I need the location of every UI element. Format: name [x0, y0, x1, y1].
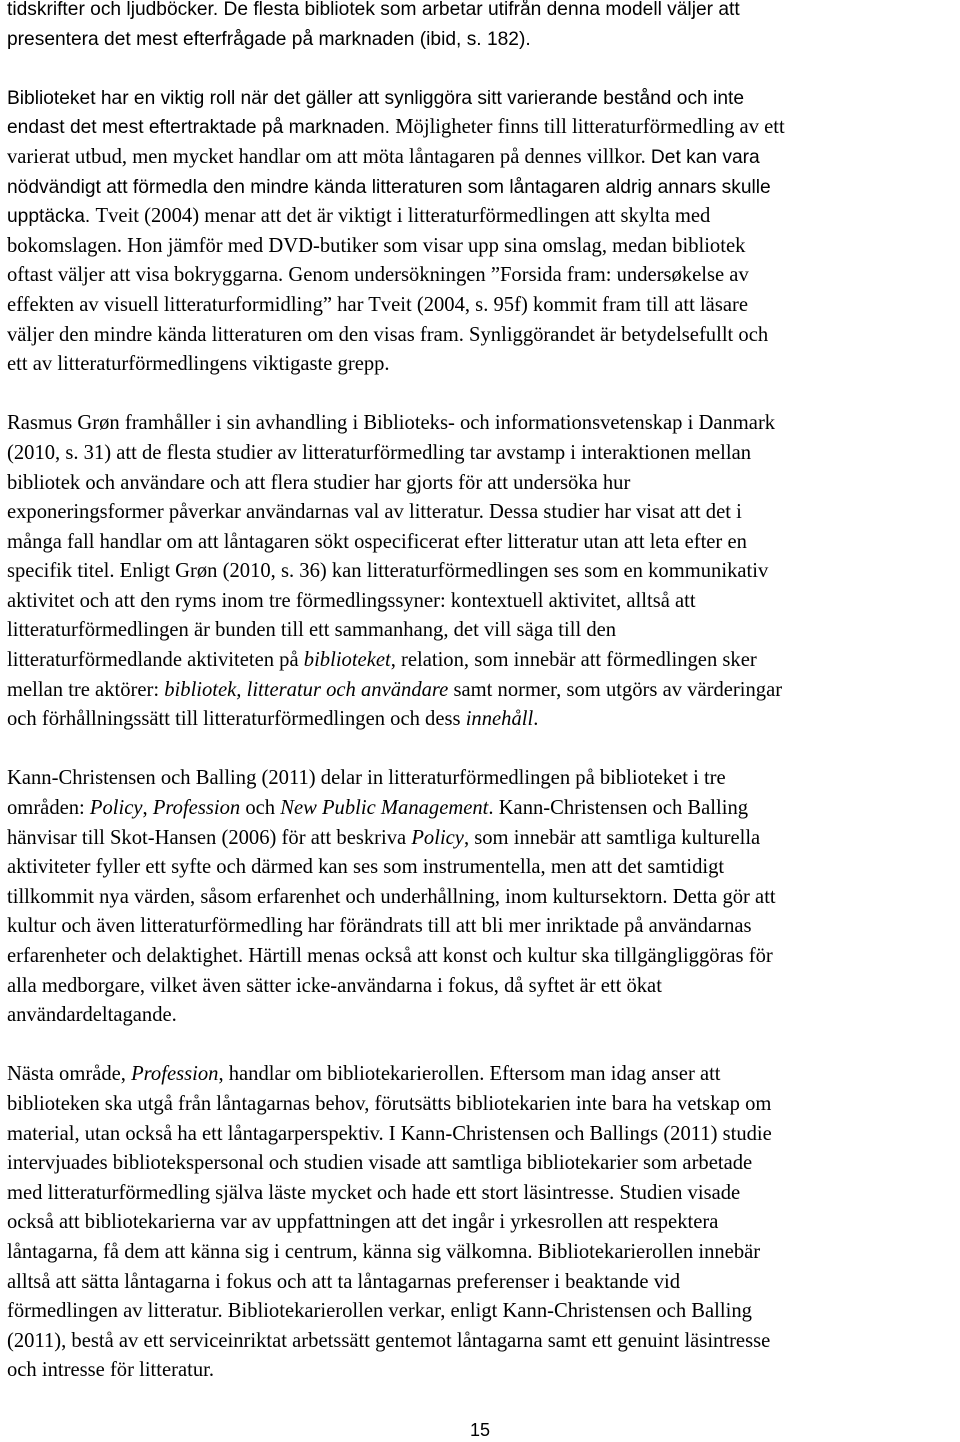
text-segment: nödvändigt att förmedla den mindre kända litteraturen som låntagaren aldrig annars skulle	[7, 176, 771, 198]
italic-text: bibliotek, litteratur och användare	[164, 678, 449, 701]
paragraph	[7, 764, 955, 1030]
text-line	[7, 1208, 955, 1238]
text-segment: material, utan också ha ett låntagarperspektiv. I Kann-Christensen och Ballings (2011) studie	[7, 1122, 772, 1145]
text-line	[7, 113, 955, 143]
text-segment: exponeringsformer påverkar användarnas val av litteratur. Dessa studier har visat att det i	[7, 501, 742, 524]
text-line	[7, 84, 955, 114]
text-segment: varierat utbud, men mycket handlar om att möta låntagaren på dennes villkor.	[7, 145, 651, 168]
text-segment: samt normer, som utgörs av värderingar	[448, 678, 783, 701]
text-segment: , som innebär att samtliga kulturella	[463, 826, 761, 849]
text-line	[7, 676, 955, 706]
text-segment: presentera det mest efterfrågade på marknaden (ibid, s. 182).	[7, 28, 531, 50]
text-line	[7, 143, 955, 173]
text-line	[7, 439, 955, 469]
text-segment: Rasmus Grøn framhåller i sin avhandling i Biblioteks- och informationsvetenskap i Danmark	[7, 412, 776, 435]
text-line	[7, 1090, 955, 1120]
text-line	[7, 764, 955, 794]
text-segment: många fall handlar om att låntagaren sökt ospecificerat efter litteratur utan att leta efter en	[7, 530, 747, 553]
text-line	[7, 1179, 955, 1209]
text-line	[7, 616, 955, 646]
text-segment: specifik titel. Enligt Grøn (2010, s. 36) kan litteraturförmedlingen ses som en kommunikativ	[7, 560, 769, 583]
text-segment: oftast väljer att visa bokryggarna. Genom undersökningen ”Forsida fram: undersøkelse av	[7, 264, 749, 287]
text-segment: Möjligheter finns till litteraturförmedling av ett	[395, 116, 785, 139]
italic-text: Policy	[89, 797, 143, 820]
text-line	[7, 1327, 955, 1357]
paragraph-gap	[7, 1031, 955, 1061]
italic-text: biblioteket	[303, 649, 391, 672]
text-segment: Kann-Christensen och Balling (2011) delar in litteraturförmedlingen på biblioteket i tre	[7, 767, 726, 790]
text-segment: och	[240, 797, 281, 820]
text-segment: biblioteken ska utgå från låntagarnas behov, förutsätts bibliotekarien inte bara ha vetskap om	[7, 1092, 772, 1115]
text-segment: bokomslagen. Hon jämför med DVD-butiker som visar upp sina omslag, medan bibliotek	[7, 234, 746, 257]
text-segment: alltså att sätta låntagarna i fokus och att ta låntagarnas preferenser i beaktande vid	[7, 1270, 681, 1293]
text-segment: väljer den mindre kända litteraturen om den visas fram. Synliggörandet är betydelsefullt och	[7, 323, 769, 346]
text-line	[7, 291, 955, 321]
text-line	[7, 202, 955, 232]
text-line	[7, 232, 955, 262]
text-segment: .	[533, 708, 539, 731]
text-segment: aktiviteter fyller ett syfte och därmed kan ses som instrumentella, men att det samtidigt	[7, 856, 725, 879]
text-segment: litteraturförmedlande aktiviteten på	[7, 649, 304, 672]
paragraph-gap	[7, 54, 955, 84]
text-line	[7, 1268, 955, 1298]
text-line	[7, 1001, 955, 1031]
text-segment: alla medborgare, vilket även sätter icke-användarna i fokus, då syftet är ett ökat	[7, 974, 662, 997]
italic-text: innehåll	[465, 708, 534, 731]
text-line	[7, 1297, 955, 1327]
text-segment: med litteraturförmedling själva läste mycket och hade ett stort läsintresse. Studien visade	[7, 1181, 741, 1204]
text-line	[7, 0, 955, 25]
text-segment: områden:	[7, 797, 90, 820]
text-segment: intervjuades bibliotekspersonal och studien visade att samtliga bibliotekarier som arbetade	[7, 1152, 753, 1175]
text-line	[7, 646, 955, 676]
text-segment: förmedlingen av litteratur. Bibliotekarierollen verkar, enligt Kann-Christensen och Balling	[7, 1300, 752, 1323]
text-line	[7, 942, 955, 972]
text-segment: ,	[142, 797, 153, 820]
text-line	[7, 25, 955, 55]
text-line	[7, 350, 955, 380]
text-line	[7, 972, 955, 1002]
text-line	[7, 498, 955, 528]
text-segment: tillkommit nya värden, såsom erfarenhet och underhållning, inom kultursektorn. Detta gör att	[7, 885, 776, 908]
page-number: 15	[469, 1420, 491, 1440]
text-segment: och förhållningssätt till litteraturförmedlingen och dess	[7, 708, 466, 731]
text-segment: Biblioteket har en viktig roll när det gäller att synliggöra sitt varierande bestånd och inte	[7, 87, 744, 109]
italic-text: Profession	[152, 797, 241, 820]
text-segment: effekten av visuell litteraturformidling” har Tveit (2004, s. 95f) kommit fram till att läsare	[7, 293, 748, 316]
paragraph	[7, 409, 955, 735]
text-line	[7, 853, 955, 883]
text-segment: aktivitet och att den ryms inom tre förmedlingssyner: kontextuell aktivitet, alltså att	[7, 589, 696, 612]
text-segment: erfarenheter och delaktighet. Härtill menas också att konst och kultur ska tillgängliggöras för	[7, 945, 773, 967]
text-line	[7, 409, 955, 439]
text-segment: också att bibliotekarierna var av uppfattningen att det ingår i yrkesrollen att respektera	[7, 1211, 719, 1234]
text-segment: hänvisar till Skot-Hansen (2006) för att beskriva	[7, 826, 412, 849]
paragraph	[7, 1060, 955, 1386]
text-segment: Nästa område,	[7, 1063, 132, 1086]
text-segment: mellan tre aktörer:	[7, 678, 165, 701]
text-segment: användardeltagande.	[7, 1004, 177, 1027]
text-line	[7, 1356, 955, 1386]
text-segment: , relation, som innebär att förmedlingen sker	[390, 649, 757, 672]
text-line	[7, 912, 955, 942]
text-segment: tidskrifter och ljudböcker. De flesta bibliotek som arbetar utifrån denna modell väljer att	[7, 0, 740, 20]
text-segment: litteraturförmedlingen är bunden till ett sammanhang, det vill säga till den	[7, 619, 617, 642]
text-line	[7, 705, 955, 735]
text-segment: och intresse för litteratur.	[7, 1359, 215, 1382]
italic-text: Profession	[131, 1063, 219, 1086]
text-segment: bibliotek och användare och att flera studier har gjorts för att undersöka hur	[7, 471, 631, 494]
text-line	[7, 1120, 955, 1150]
text-line	[7, 883, 955, 913]
text-line	[7, 1060, 955, 1090]
text-line	[7, 469, 955, 499]
text-line	[7, 1149, 955, 1179]
text-line	[7, 173, 955, 203]
text-segment: låntagarna, få dem att känna sig i centrum, känna sig välkomna. Bibliotekarierollen innebär	[7, 1240, 761, 1263]
text-line	[7, 261, 955, 291]
text-line	[7, 1238, 955, 1268]
text-line	[7, 557, 955, 587]
body-text	[7, 0, 955, 1386]
text-segment: (2011), bestå av ett serviceinriktat arbetssätt gentemot låntagarna samt ett genuint läsintresse	[7, 1329, 771, 1352]
text-line	[7, 794, 955, 824]
text-segment: kultur och även litteraturförmedling har förändrats till att bli mer inriktade på användarnas	[7, 915, 752, 938]
italic-text: New Public Management	[280, 797, 489, 820]
italic-text: Policy	[411, 826, 464, 849]
paragraph	[7, 84, 955, 380]
text-segment: endast det mest eftertraktade på marknaden.	[7, 117, 396, 139]
text-segment: upptäcka.	[7, 206, 96, 228]
text-segment: . Kann-Christensen och Balling	[488, 797, 749, 820]
text-segment: ett av litteraturförmedlingens viktigaste grepp.	[7, 353, 390, 376]
text-line	[7, 528, 955, 558]
paragraph-gap	[7, 735, 955, 765]
text-line	[7, 587, 955, 617]
text-line	[7, 824, 955, 854]
text-segment: (2010, s. 31) att de flesta studier av litteraturförmedling tar avstamp i interaktionen mellan	[7, 441, 752, 464]
text-line	[7, 321, 955, 351]
text-segment: , handlar om bibliotekarierollen. Eftersom man idag anser att	[218, 1063, 721, 1086]
text-segment: Det kan vara	[650, 146, 760, 168]
paragraph-gap	[7, 380, 955, 410]
paragraph	[7, 0, 955, 54]
text-segment: Tveit (2004) menar att det är viktigt i litteraturförmedlingen att skylta med	[95, 205, 711, 228]
